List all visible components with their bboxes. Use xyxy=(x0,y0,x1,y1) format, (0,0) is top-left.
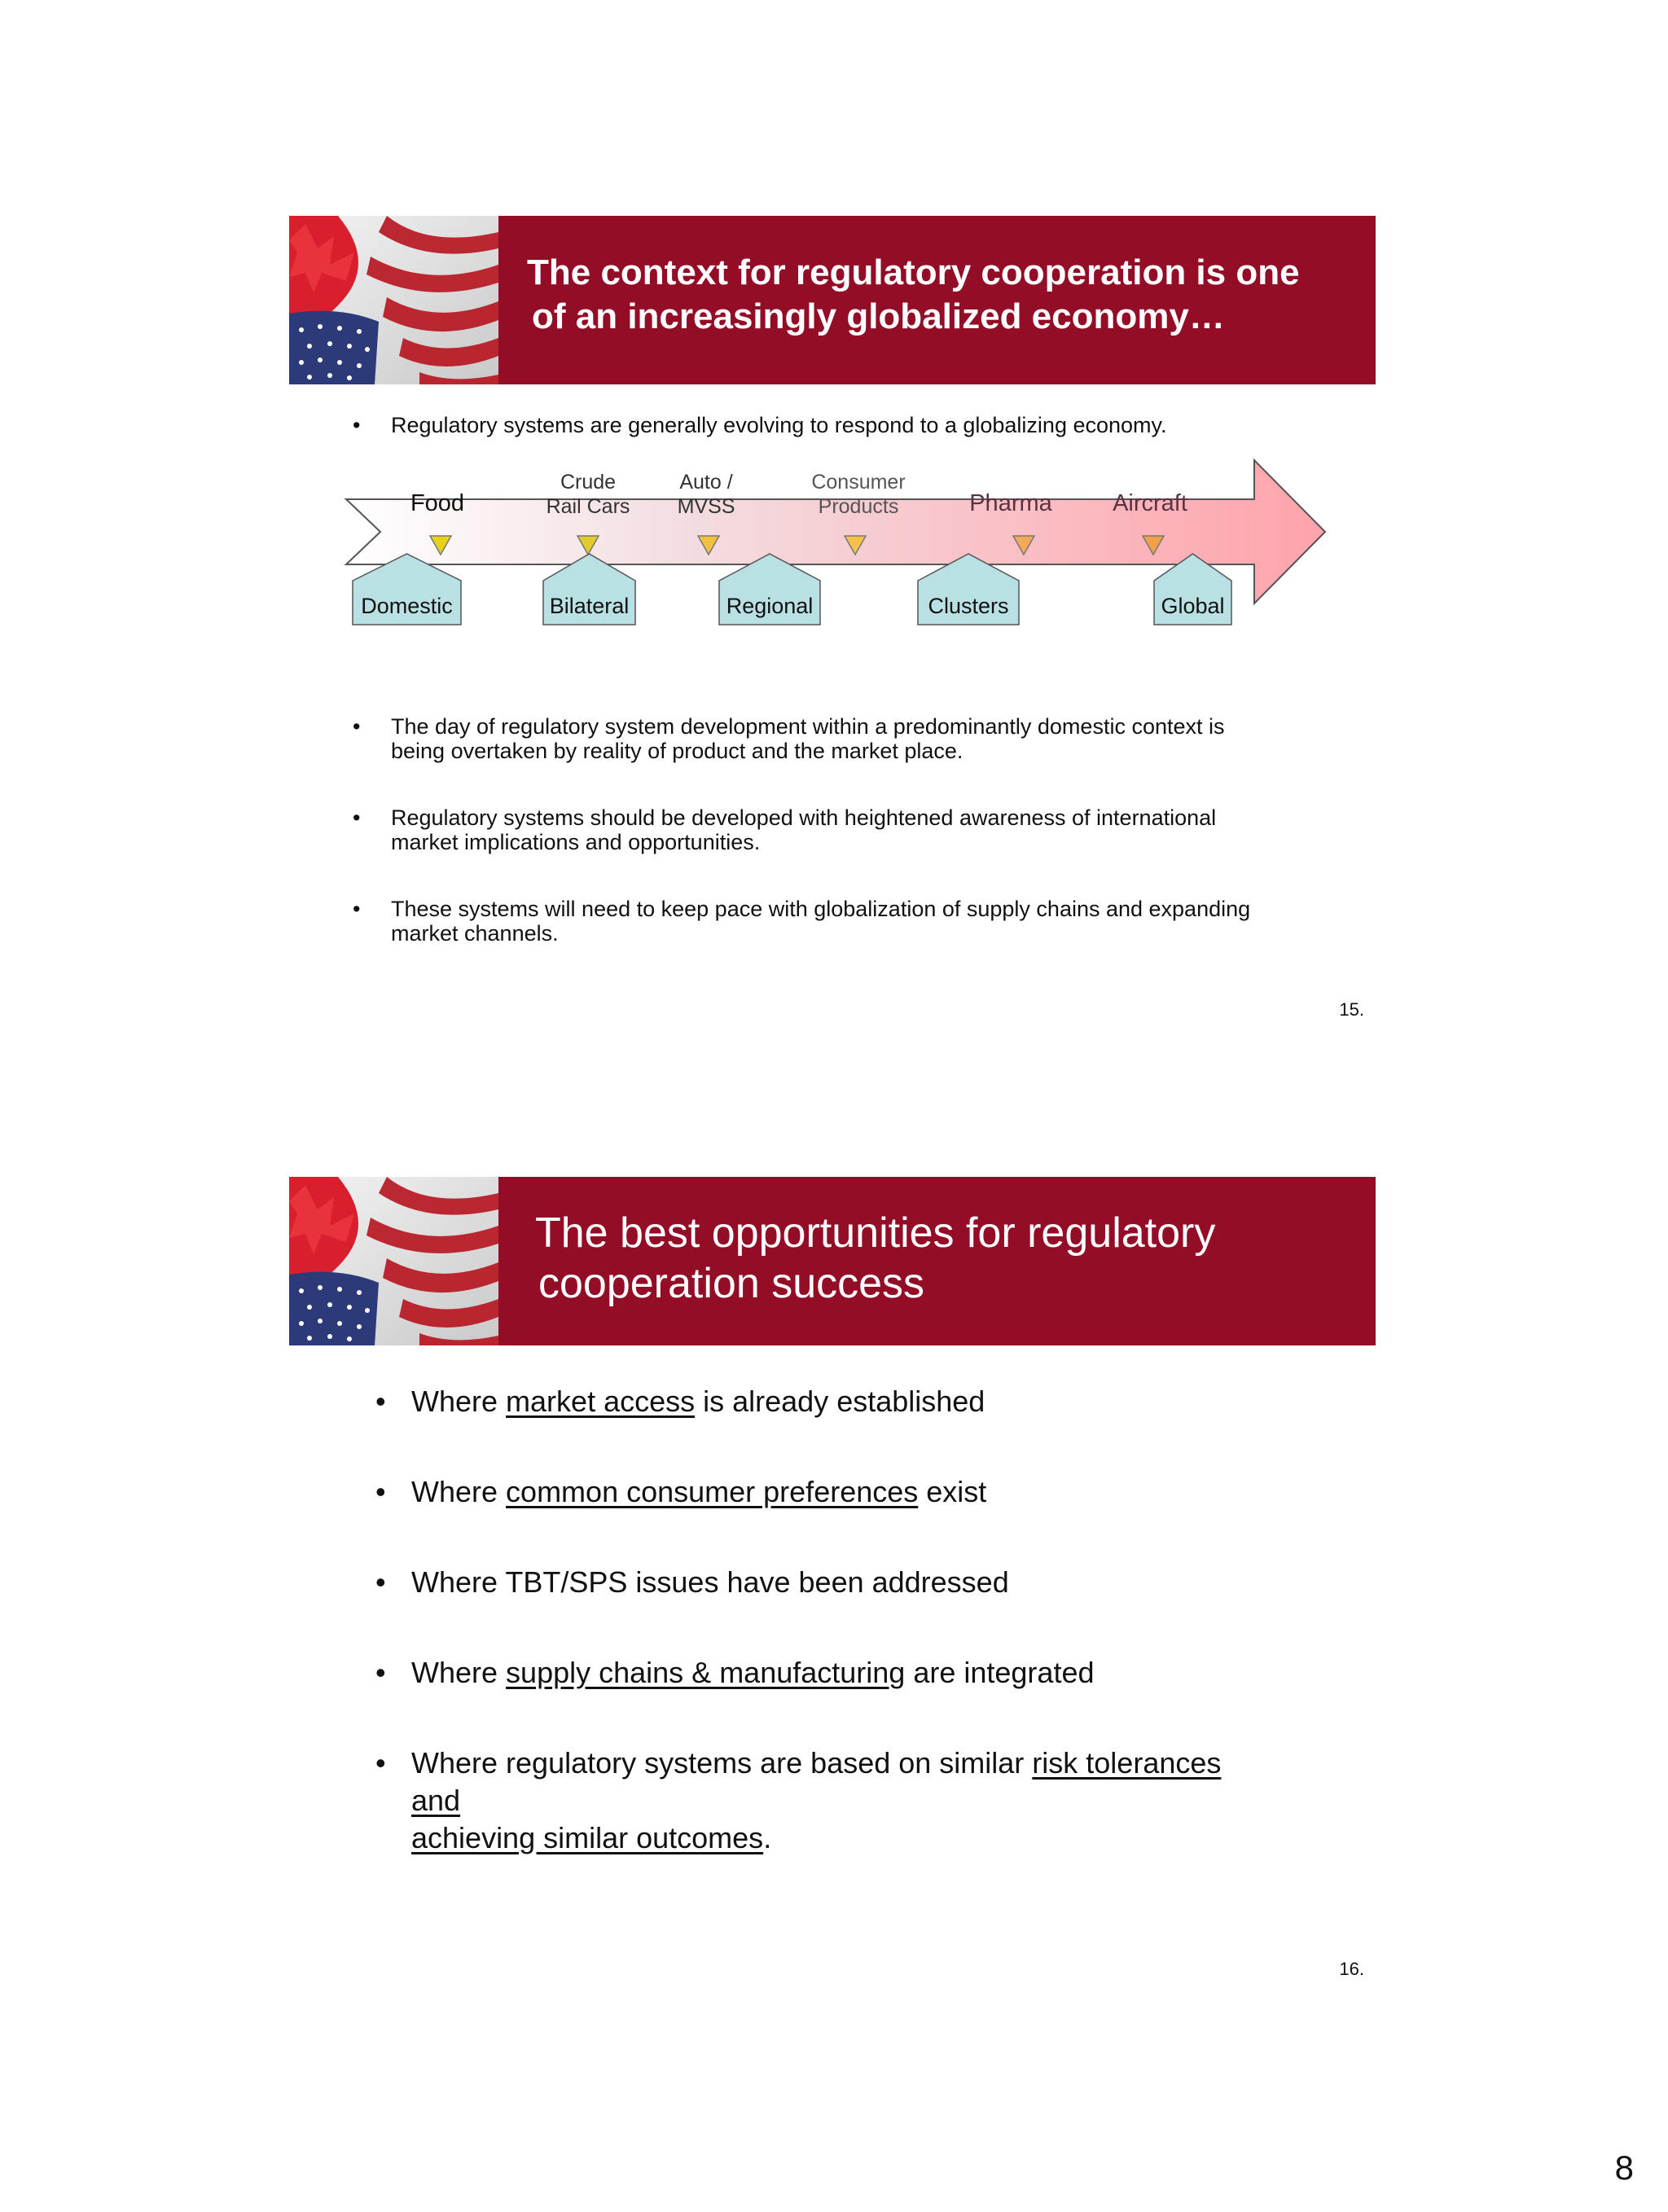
arrow-label: Rail Cars xyxy=(546,495,630,518)
flags-image xyxy=(289,216,498,384)
intro-bullet: • Regulatory systems are generally evolving to respond to a globalizing economy. xyxy=(353,413,1167,437)
arrow-label: MVSS xyxy=(677,495,735,518)
slide-page-number: 15. xyxy=(1339,999,1364,1020)
slide-page-number: 16. xyxy=(1339,1959,1364,1979)
slide-title xyxy=(527,251,1341,339)
arrow-label: Aircraft xyxy=(1113,490,1187,516)
arrow-label: Products xyxy=(818,495,899,518)
title-banner xyxy=(289,1177,1376,1345)
flags-image xyxy=(289,1177,498,1345)
stage-label-bilateral: Bilateral xyxy=(549,594,630,618)
bullet-item: • Where supply chains & manufacturing are integrated xyxy=(375,1656,1095,1689)
slide-15 xyxy=(289,216,1376,1030)
bullet-item: • Regulatory systems should be developed with heightened awareness of international market implications and opportunities. xyxy=(353,805,1217,854)
bullet-item: • Where market access is already established xyxy=(375,1385,985,1418)
title-line-2: cooperation success xyxy=(538,1260,925,1307)
slide-title xyxy=(535,1208,1350,1309)
bullet-risk-tolerances: • Where regulatory systems are based on similar risk tolerances and achieving similar outcomes. xyxy=(375,1746,1222,1854)
title-line-2: of an increasingly globalized economy… xyxy=(532,296,1225,336)
arrow-label: Crude xyxy=(560,471,617,494)
bullet-item: • Where TBT/SPS issues have been addressed xyxy=(375,1565,1009,1599)
stage-label-regional: Regional xyxy=(726,594,814,618)
title-line-1: The best opportunities for regulatory xyxy=(535,1209,1216,1257)
stage-label-domestic: Domestic xyxy=(361,594,453,618)
title-banner xyxy=(289,216,1376,384)
arrow-label: Auto / xyxy=(679,471,733,494)
document-page-number: 8 xyxy=(1614,2148,1634,2187)
stage-label-clusters: Clusters xyxy=(928,594,1009,618)
bullet-item: • The day of regulatory system development within a predominantly domestic context is being overtaken by reality of product and the market place. xyxy=(353,714,1225,763)
title-line-1: The context for regulatory cooperation is one xyxy=(527,252,1300,292)
slide-16 xyxy=(289,1177,1376,1991)
arrow-label: Consumer xyxy=(811,471,906,494)
bullet-item: • Where common consumer preferences exist xyxy=(375,1475,987,1508)
arrow-label: Food xyxy=(410,490,465,516)
arrow-label: Pharma xyxy=(969,490,1052,516)
stage-label-global: Global xyxy=(1161,594,1225,618)
bullet-item: • These systems will need to keep pace with globalization of supply chains and expanding market channels. xyxy=(353,897,1251,946)
globalization-arrow-diagram xyxy=(289,452,1376,639)
